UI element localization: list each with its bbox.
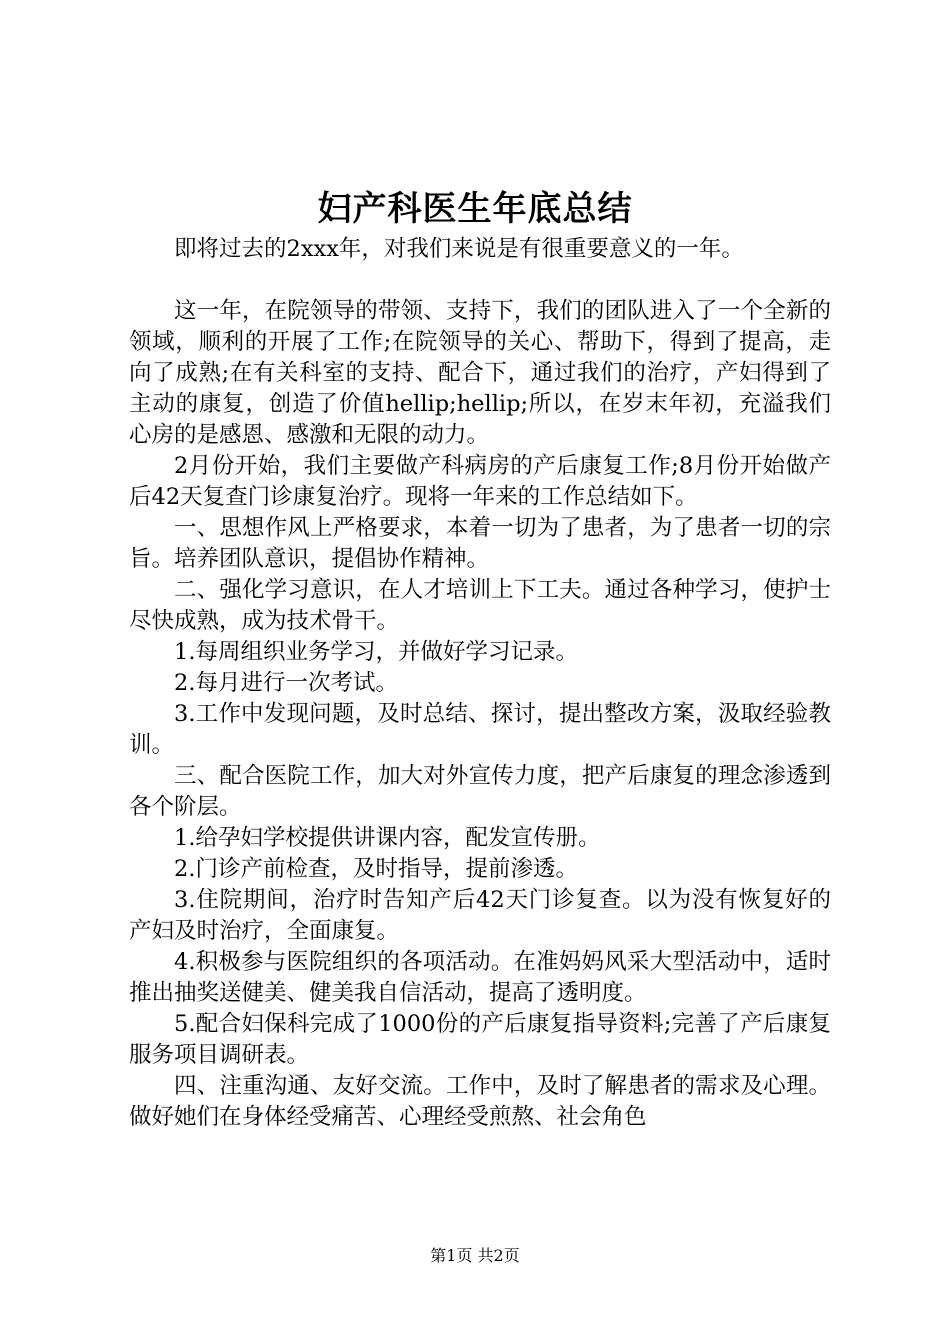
list-item-paragraph: 2.门诊产前检查，及时指导，提前渗透。 [174,856,578,882]
page-number-footer: 第1页 共2页 [430,1246,520,1265]
body-paragraph: 2月份开始，我们主要做产科病房的产后康复工作;8月份开始做产后42天复查门诊康复治疗。现将一年来的工作总结如下。 [129,453,831,510]
section-heading-paragraph: 一、思想作风上严格要求，本着一切为了患者，为了患者一切的宗旨。培养团队意识，提倡协作精神。 [129,515,831,572]
document-body [129,234,831,1133]
list-item-paragraph: 3.工作中发现问题，及时总结、探讨，提出整改方案，汲取经验教训。 [129,701,831,758]
list-item-paragraph: 1.给孕妇学校提供讲课内容，配发宣传册。 [174,825,601,851]
section-heading-paragraph: 二、强化学习意识，在人才培训上下工夫。通过各种学习，使护士尽快成熟，成为技术骨干。 [129,577,831,634]
intro-paragraph: 即将过去的2xxx年，对我们来说是有很重要意义的一年。 [174,236,744,262]
section-heading-paragraph: 三、配合医院工作，加大对外宣传力度，把产后康复的理念渗透到各个阶层。 [129,763,831,820]
list-item-paragraph: 1.每周组织业务学习，并做好学习记录。 [174,639,578,665]
list-item-paragraph: 4.积极参与医院组织的各项活动。在准妈妈风采大型活动中，适时推出抽奖送健美、健美我自信活动，提高了透明度。 [129,949,831,1006]
section-heading-paragraph: 四、注重沟通、友好交流。工作中，及时了解患者的需求及心理。做好她们在身体经受痛苦、心理经受煎熬、社会角色 [129,1073,831,1130]
list-item-paragraph: 3.住院期间，治疗时告知产后42天门诊复查。以为没有恢复好的产妇及时治疗，全面康复。 [129,887,831,944]
list-item-paragraph: 5.配合妇保科完成了1000份的产后康复指导资料;完善了产后康复服务项目调研表。 [129,1011,831,1068]
document-title: 妇产科医生年底总结 [317,189,633,229]
list-item-paragraph: 2.每月进行一次考试。 [174,670,398,696]
body-paragraph: 这一年，在院领导的带领、支持下，我们的团队进入了一个全新的领域，顺利的开展了工作;在院领导的关心、帮助下，得到了提高，走向了成熟;在有关科室的支持、配合下，通过我们的治疗，产妇得到了主动的康复，创造了价值hellip;hellip;所以，在岁末年初，充溢我们心房的是感恩、感激和无限的动力。 [129,298,831,448]
